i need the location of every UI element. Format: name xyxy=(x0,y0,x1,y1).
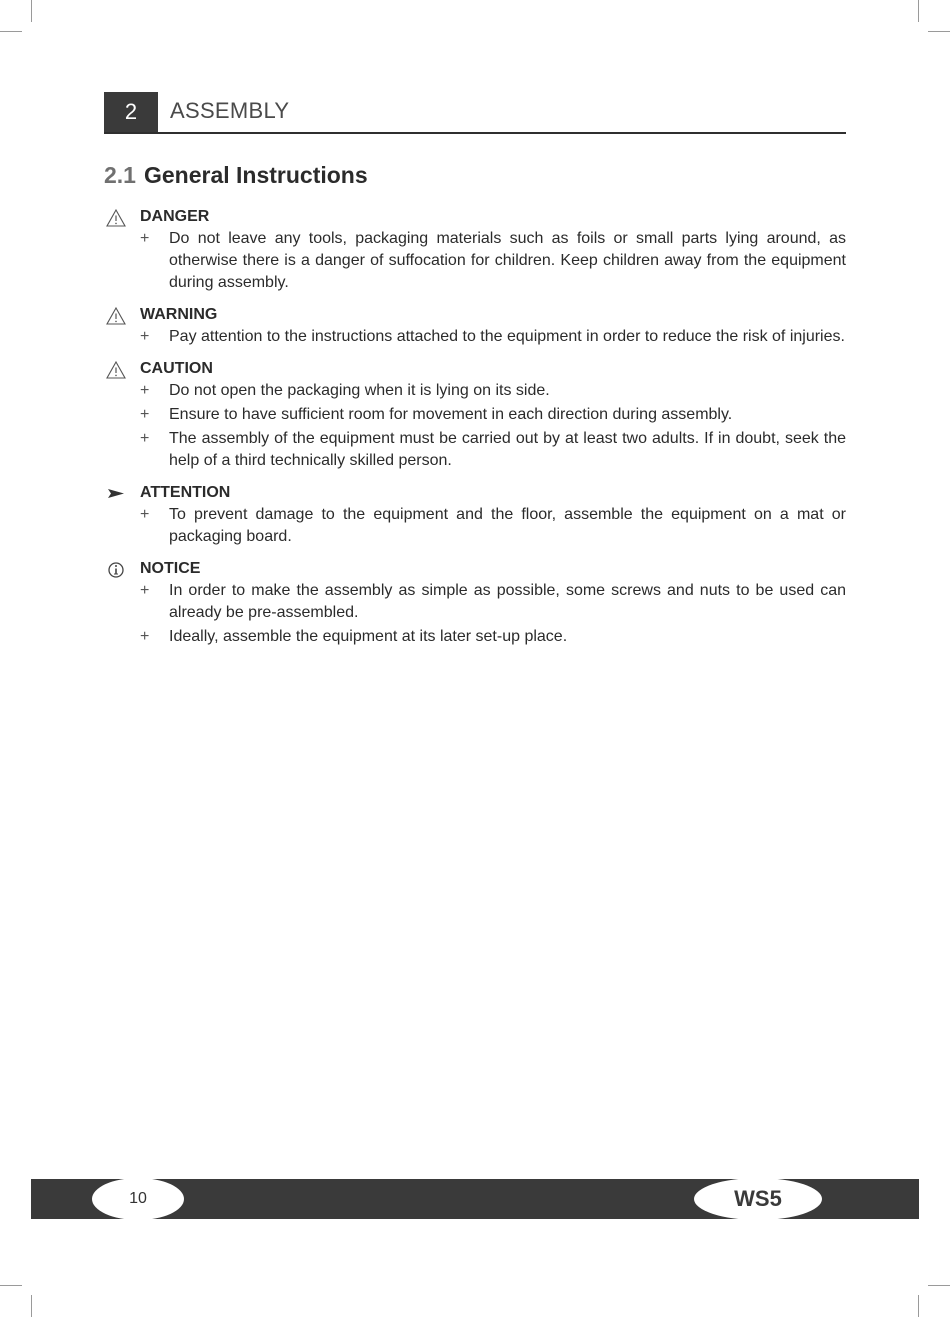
chapter-header xyxy=(104,92,846,134)
chapter-number: 2 xyxy=(104,92,158,132)
list-item-text: Pay attention to the instructions attached to the equipment in order to reduce the risk of injuries. xyxy=(169,328,845,345)
warning-triangle-icon xyxy=(106,306,126,326)
crop-mark xyxy=(31,1295,32,1317)
list-item-text: To prevent damage to the equipment and the floor, assemble the equipment on a mat or packaging board. xyxy=(169,506,846,545)
crop-mark xyxy=(928,31,950,32)
list-item-text: Ensure to have sufficient room for movement in each direction during assembly. xyxy=(169,406,733,423)
list-item xyxy=(104,326,846,348)
notice-list xyxy=(104,206,846,658)
crop-mark xyxy=(918,1295,919,1317)
warning-triangle-icon xyxy=(106,208,126,228)
list-item-text: In order to make the assembly as simple as possible, some screws and nuts to be used can already be pre-assembled. xyxy=(169,582,846,621)
info-icon xyxy=(106,560,126,580)
plus-bullet-icon: + xyxy=(140,628,150,645)
notice-heading: DANGER xyxy=(140,208,210,225)
notice-danger xyxy=(104,206,846,294)
section-heading: General Instructions xyxy=(143,162,368,188)
crop-mark xyxy=(928,1285,950,1286)
list-item-text: Ideally, assemble the equipment at its later set-up place. xyxy=(169,628,568,645)
list-item-text: The assembly of the equipment must be carried out by at least two adults. If in doubt, seek the help of a third technically skilled person. xyxy=(169,430,846,469)
plus-bullet-icon: + xyxy=(140,406,150,423)
list-item xyxy=(104,580,846,624)
warning-triangle-icon xyxy=(106,360,126,380)
arrow-pointer-icon xyxy=(106,484,126,504)
chapter-title: ASSEMBLY xyxy=(170,98,290,123)
notice-notice xyxy=(104,558,846,648)
section-title xyxy=(104,162,368,189)
page-number: 10 xyxy=(92,1178,184,1220)
plus-bullet-icon: + xyxy=(140,382,150,399)
crop-mark xyxy=(31,0,32,22)
notice-heading: NOTICE xyxy=(140,560,201,577)
list-item xyxy=(104,626,846,648)
notice-heading: WARNING xyxy=(140,306,218,323)
notice-caution xyxy=(104,358,846,472)
notice-heading: ATTENTION xyxy=(140,484,231,501)
crop-mark xyxy=(0,1285,22,1286)
plus-bullet-icon: + xyxy=(140,230,150,247)
list-item xyxy=(104,428,846,472)
list-item-text: Do not leave any tools, packaging materials such as foils or small parts lying around, as otherwise there is a danger of suffocation for children. Keep children away from the equipment during assembly. xyxy=(169,230,846,291)
plus-bullet-icon: + xyxy=(140,430,150,447)
model-name: WS5 xyxy=(694,1178,822,1220)
notice-warning xyxy=(104,304,846,348)
crop-mark xyxy=(918,0,919,22)
list-item xyxy=(104,228,846,294)
crop-mark xyxy=(0,31,22,32)
notice-attention xyxy=(104,482,846,548)
list-item-text: Do not open the packaging when it is lying on its side. xyxy=(169,382,550,399)
notice-heading: CAUTION xyxy=(140,360,213,377)
plus-bullet-icon: + xyxy=(140,506,150,523)
list-item xyxy=(104,404,846,426)
plus-bullet-icon: + xyxy=(140,582,150,599)
section-number: 2.1 xyxy=(104,162,136,188)
plus-bullet-icon: + xyxy=(140,328,150,345)
list-item xyxy=(104,504,846,548)
list-item xyxy=(104,380,846,402)
